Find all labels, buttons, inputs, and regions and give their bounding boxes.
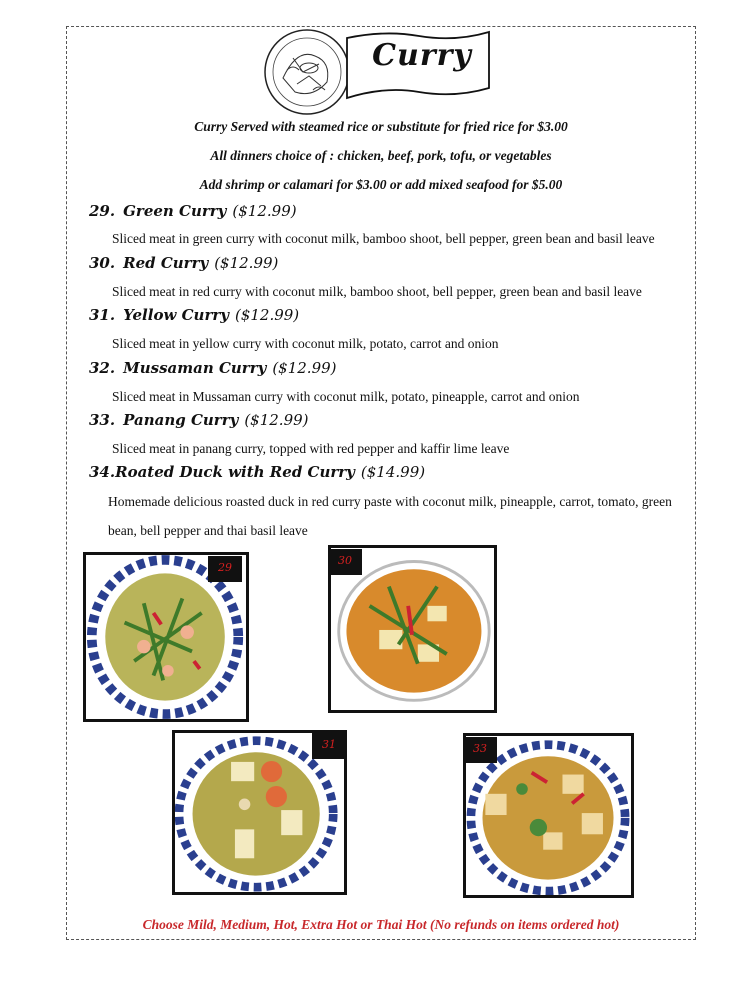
intro-line-proteins: All dinners choice of : chicken, beef, pork, tofu, or vegetables (210, 148, 552, 163)
menu-item-description: Sliced meat in panang curry, topped with red pepper and kaffir lime leave (112, 441, 510, 456)
item-price: ($12.99) (244, 411, 309, 429)
page-title: Curry (372, 38, 472, 73)
menu-item-title (89, 254, 278, 272)
item-name: Mussaman Curry (123, 359, 267, 377)
menu-item-title (89, 306, 299, 324)
item-price: ($12.99) (272, 359, 337, 377)
item-number: 33. (89, 411, 116, 429)
photo-tag: 31 (312, 733, 346, 759)
photo-tag: 29 (208, 556, 242, 582)
item-number: 30. (89, 254, 116, 272)
item-name: Roated Duck with Red Curry (115, 463, 355, 481)
item-name: Green Curry (123, 202, 227, 220)
item-number: 29. (89, 202, 116, 220)
menu-item-description: Sliced meat in red curry with coconut milk, bamboo shoot, bell pepper, green bean and basil leave (112, 284, 642, 299)
intro-line-rice: Curry Served with steamed rice or substitute for fried rice for $3.00 (194, 119, 568, 134)
photo-tag: 33 (463, 737, 497, 763)
menu-item-description: Homemade delicious roasted duck in red curry paste with coconut milk, pineapple, carrot, tomato, green bean, bell pepper and thai basil leave (108, 494, 672, 538)
item-price: ($14.99) (360, 463, 426, 481)
intro-line-seafood: Add shrimp or calamari for $3.00 or add mixed seafood for $5.00 (199, 177, 563, 192)
item-number: 34. (89, 463, 116, 481)
menu-item-description: Sliced meat in Mussaman curry with coconut milk, potato, pineapple, carrot and onion (112, 389, 580, 404)
menu-item-title (89, 359, 337, 377)
menu-item-description: Sliced meat in yellow curry with coconut milk, potato, carrot and onion (112, 336, 499, 351)
item-name: Red Curry (123, 254, 209, 272)
item-number: 31. (89, 306, 116, 324)
photo-tag: 30 (328, 549, 362, 575)
item-price: ($12.99) (232, 202, 297, 220)
item-price: ($12.99) (234, 306, 300, 324)
item-name: Yellow Curry (123, 306, 229, 324)
menu-item-description: Sliced meat in green curry with coconut milk, bamboo shoot, bell pepper, green bean and basil leave (112, 231, 655, 246)
menu-item-title (89, 202, 297, 220)
item-number: 32. (89, 359, 116, 377)
menu-item-title (89, 463, 425, 481)
decorative-plate-logo (263, 28, 351, 116)
menu-item-title (89, 411, 309, 429)
item-name: Panang Curry (123, 411, 239, 429)
item-price: ($12.99) (214, 254, 279, 272)
spice-level-note: Choose Mild, Medium, Hot, Extra Hot or Thai Hot (No refunds on items ordered hot) (142, 917, 620, 932)
